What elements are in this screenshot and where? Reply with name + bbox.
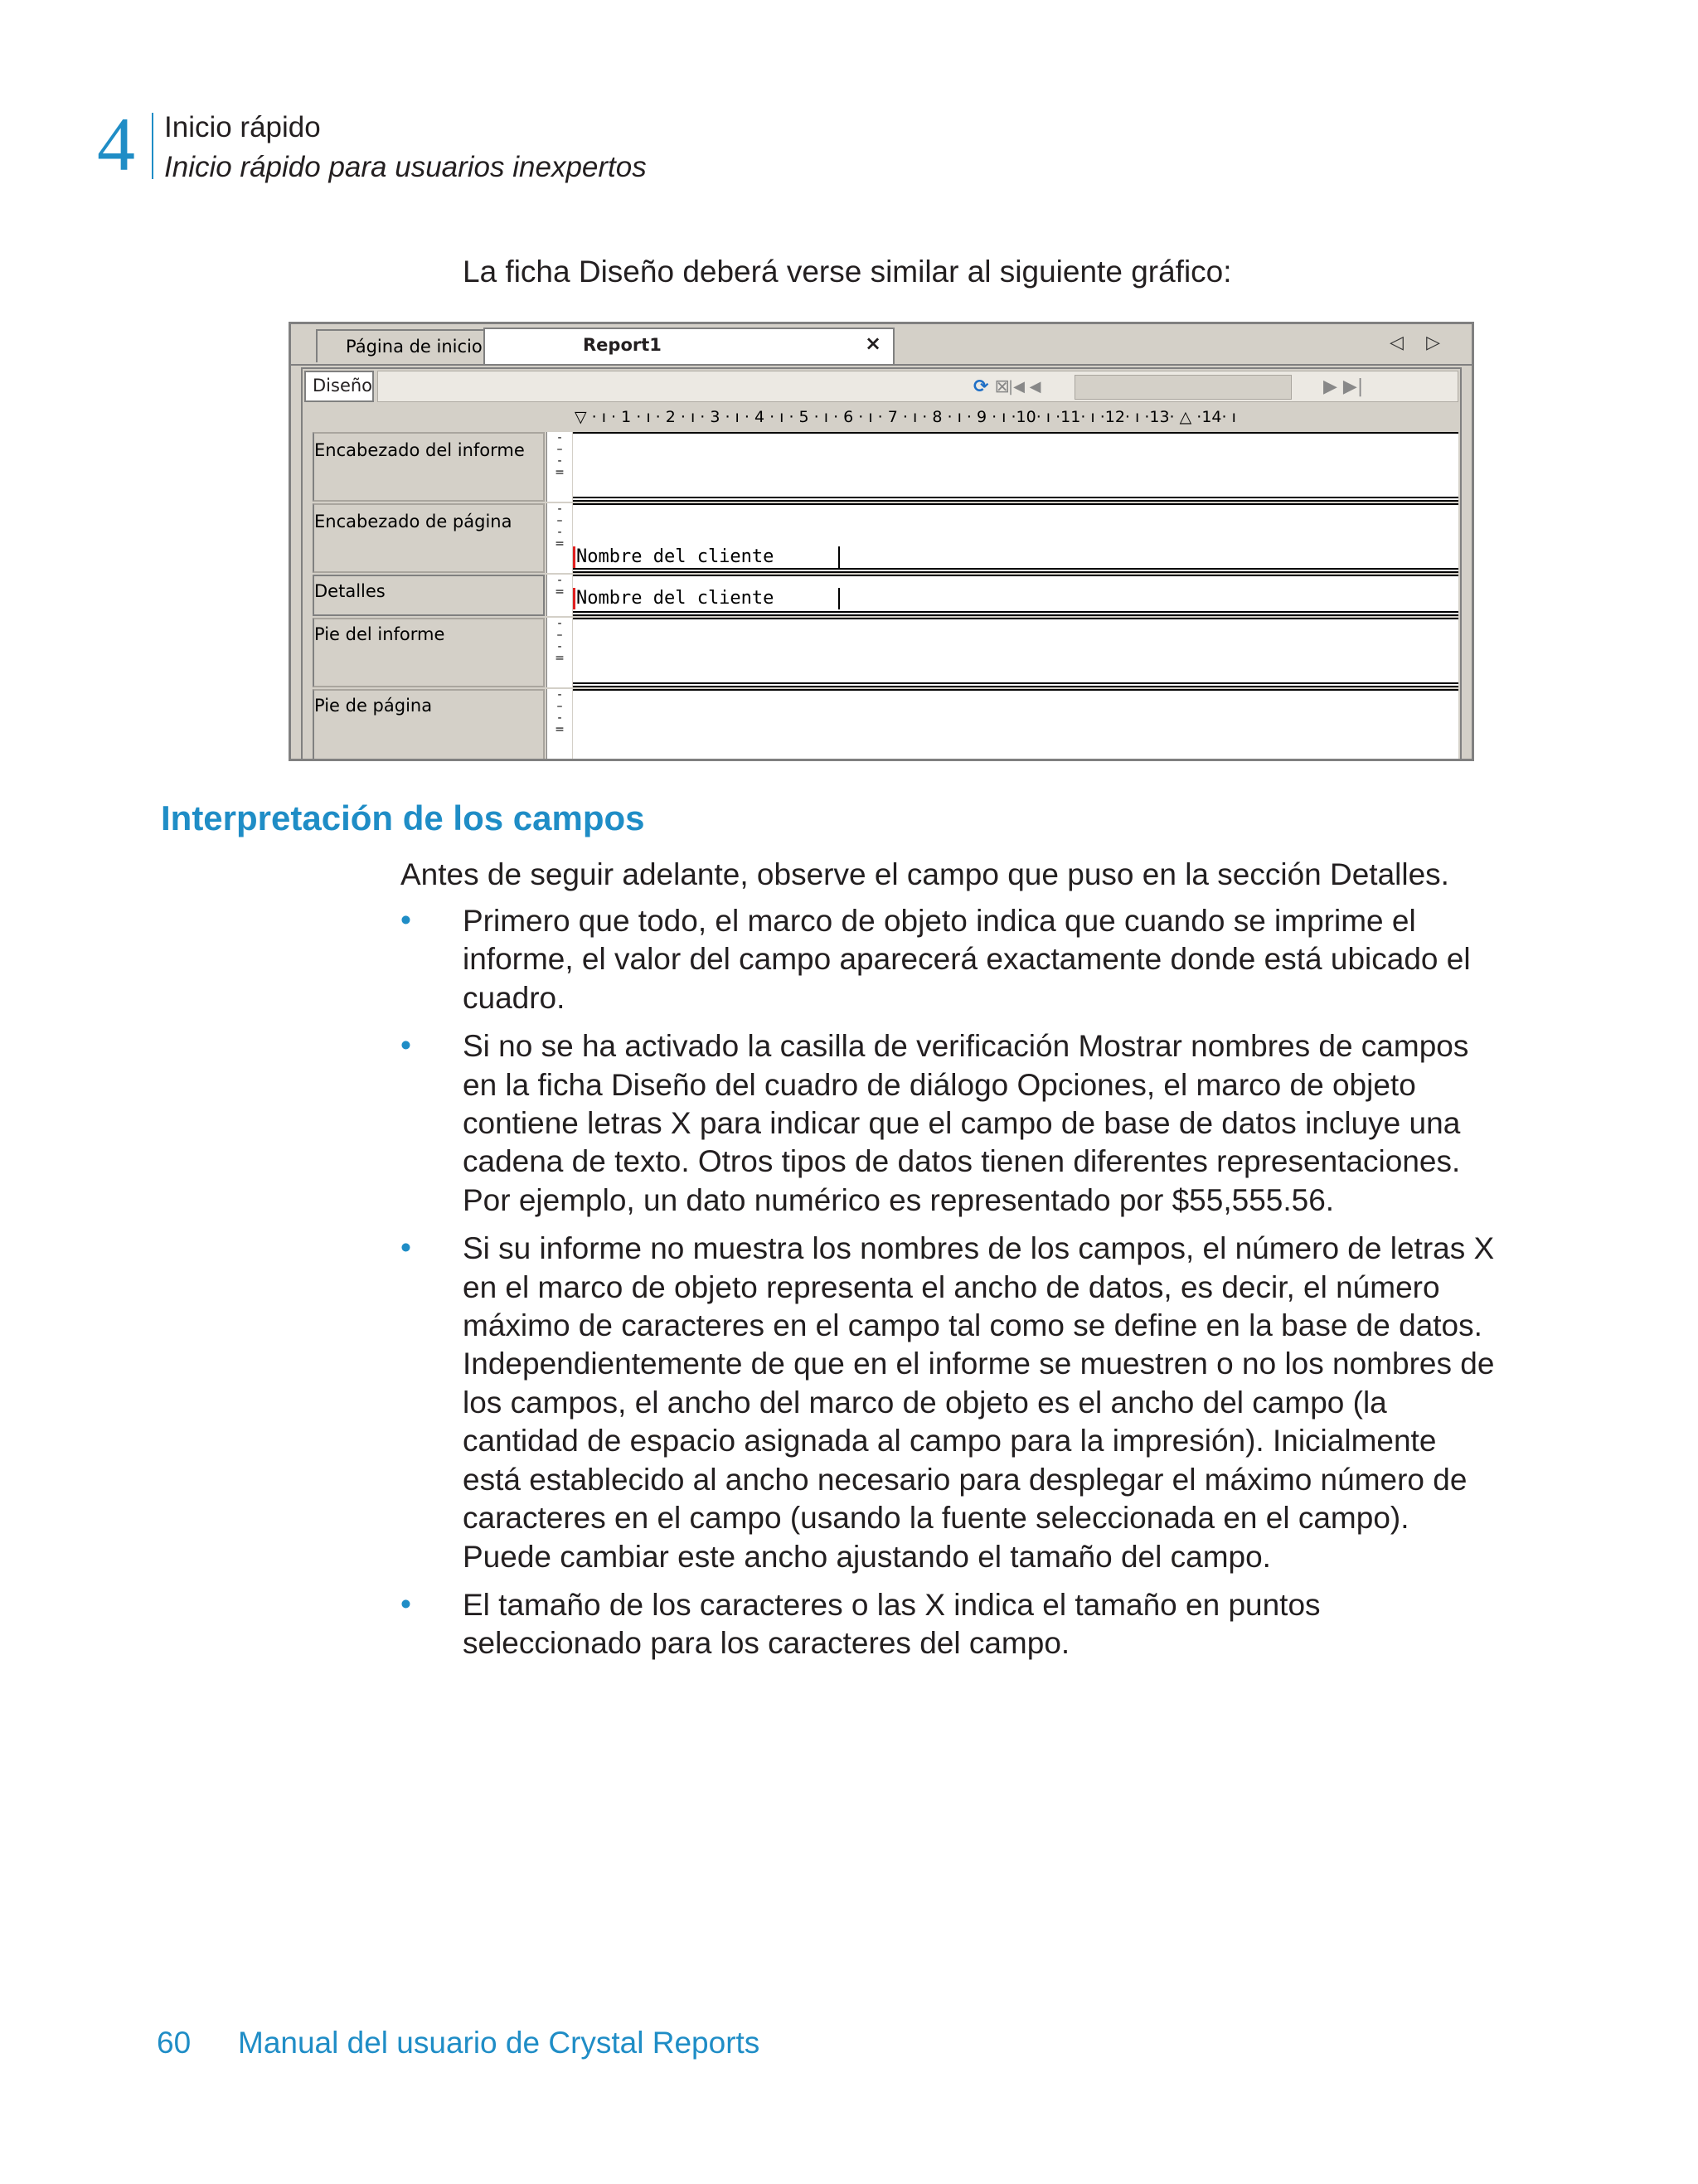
bullet-icon: • — [400, 1028, 411, 1063]
list-item — [400, 1586, 1495, 1663]
list-item-text: El tamaño de los caracteres o las X indica el tamaño en puntos seleccionado para los caracteres del campo. — [463, 1587, 1321, 1661]
lead-paragraph: Antes de seguir adelante, observe el campo que puso en la sección Detalles. — [400, 857, 1449, 891]
chapter-title: Inicio rápido — [164, 111, 321, 143]
tab-home-page[interactable]: Página de inicio — [316, 329, 515, 362]
bullet-icon: • — [400, 1230, 411, 1265]
field-customer-name-details[interactable]: Nombre del cliente — [576, 588, 840, 609]
section-label-report-header: Encabezado del informe — [314, 440, 525, 460]
ruler-marks: ▽ · ı · 1 · ı · 2 · ı · 3 · ı · 4 · ı · 5 · ı · 6 · ı · 7 · ı · 8 · ı · 9 · ı ·10· ı ·11· ı ·12· ı ·13· △ ·14· ı — [575, 408, 1236, 426]
field-customer-name-header[interactable]: Nombre del cliente — [576, 546, 840, 568]
section-heading: Interpretación de los campos — [161, 798, 645, 837]
list-item-text: Si su informe no muestra los nombres de los campos, el número de letras X en el marco de objeto representa el ancho de datos, es decir, el número máximo de caracteres en el campo tal como se define en la base de datos. Independientemente de que en el informe se muestren o no los nombres de los campos, el ancho del marco de objeto es el ancho del campo (la cantidad de espacio asignada al campo para la impresión). Inicialmente está establecido al ancho necesario para desplegar el máximo número de caracteres en el campo (usando la fuente seleccionada en el campo). Puede cambiar este ancho ajustando el tamaño del campo. — [463, 1231, 1495, 1574]
chapter-subtitle: Inicio rápido para usuarios inexpertos — [164, 151, 647, 183]
delete-icon[interactable]: ⊠ — [994, 376, 1010, 397]
page-scroll-track[interactable] — [1075, 375, 1292, 400]
first-prev-page-icon[interactable]: |◀ ◀ — [1008, 378, 1041, 396]
vertical-ruler: - = — [546, 575, 572, 616]
section-label-details: Detalles — [314, 581, 386, 601]
section-label-page-footer: Pie de página — [314, 696, 433, 716]
document-tab-bar — [291, 324, 1472, 366]
section-label-page-header: Encabezado de página — [314, 512, 512, 531]
list-item-text: Primero que todo, el marco de objeto indica que cuando se imprime el informe, el valor del campo aparecerá exactamente donde está ubicado el cuadro. — [463, 904, 1471, 1015]
list-item — [400, 902, 1495, 1017]
tab-design[interactable]: Diseño — [304, 371, 374, 402]
list-item-text: Si no se ha activado la casilla de verificación Mostrar nombres de campos en la ficha Diseño del cuadro de diálogo Opciones, el marco de objeto contiene letras X para indicar que el campo de base de datos incluye una cadena de texto. Otros tipos de datos tienen diferentes representaciones. Por ejemplo, un dato numérico es representado por $55,555.56. — [463, 1029, 1469, 1217]
band-page-footer[interactable] — [573, 689, 1458, 761]
band-report-footer[interactable] — [573, 618, 1458, 687]
navigation-icons — [973, 375, 1010, 400]
field-handle — [573, 588, 575, 609]
intro-text: La ficha Diseño deberá verse similar al siguiente gráfico: — [463, 255, 1232, 289]
refresh-icon[interactable]: ⟳ — [973, 376, 989, 397]
field-handle — [573, 546, 575, 568]
design-area — [301, 367, 1462, 759]
navigation-strip — [377, 371, 1458, 402]
list-item — [400, 1027, 1495, 1220]
bullet-icon: • — [400, 1586, 411, 1621]
chapter-divider — [152, 113, 153, 179]
tab-report1[interactable] — [483, 328, 895, 364]
vertical-ruler: - – - = — [546, 503, 572, 573]
section-label-report-footer: Pie del informe — [314, 624, 445, 644]
close-icon[interactable]: × — [865, 332, 882, 355]
bullet-icon: • — [400, 903, 411, 937]
list-item — [400, 1230, 1495, 1576]
page-number: 60 — [157, 2026, 192, 2060]
vertical-ruler: - – - = — [546, 618, 572, 687]
design-tab-screenshot — [289, 322, 1474, 761]
footer-title: Manual del usuario de Crystal Reports — [238, 2026, 760, 2060]
bullet-list — [400, 902, 1495, 1673]
tab-report1-label: Report1 — [583, 335, 662, 355]
vertical-ruler: - – - = — [546, 432, 572, 502]
band-report-header[interactable] — [573, 432, 1458, 502]
next-last-page-icon[interactable]: ▶ ▶| — [1323, 376, 1364, 397]
vertical-ruler: - – - = — [546, 689, 572, 761]
chapter-number: 4 — [97, 102, 135, 187]
horizontal-ruler[interactable] — [575, 407, 1453, 427]
tab-scroll-arrows-icon[interactable]: ◁ ▷ — [1390, 332, 1448, 353]
